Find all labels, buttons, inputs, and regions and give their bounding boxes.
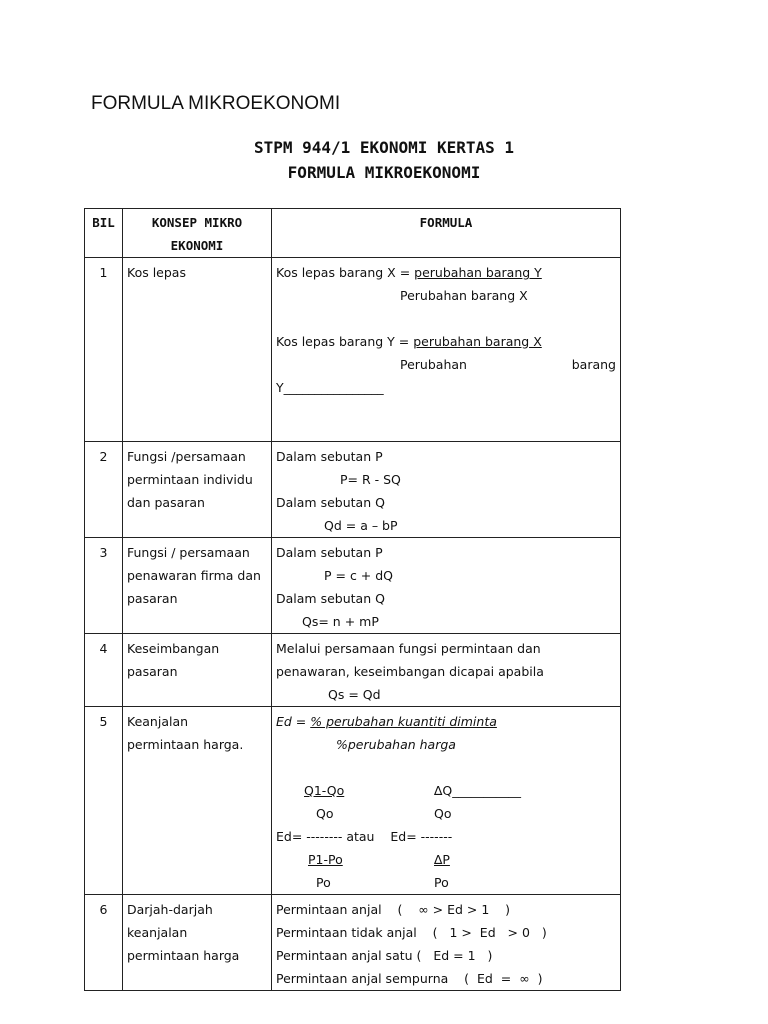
row-concept: Kos lepas: [123, 258, 272, 442]
row-number: 4: [85, 634, 123, 707]
page-header: FORMULA MIKROEKONOMI: [91, 93, 341, 114]
row-concept: Fungsi / persamaan penawaran firma dan pasaran: [123, 538, 272, 634]
row-number: 6: [85, 895, 123, 991]
table-row: [85, 634, 621, 707]
row-number: 5: [85, 707, 123, 895]
formula-table: [84, 208, 621, 991]
row-number: 3: [85, 538, 123, 634]
row-formula: Kos lepas barang X = perubahan barang Y Perubahan barang X Kos lepas barang Y = perubahan barang X Perubahan barang Y________________: [272, 258, 621, 442]
row-concept: Keanjalan permintaan harga.: [123, 707, 272, 895]
row-number: 2: [85, 442, 123, 538]
row-concept: Darjah-darjah keanjalan permintaan harga: [123, 895, 272, 991]
table-row: [85, 442, 621, 538]
row-formula: Dalam sebutan P P = c + dQ Dalam sebutan Q Qs= n + mP: [272, 538, 621, 634]
row-formula: Ed = % perubahan kuantiti diminta %perubahan harga Q1-Qo ∆Q___________ Qo Qo Ed= -------- atau Ed= ------- P1-Po ∆P Po Po: [272, 707, 621, 895]
table-row: [85, 707, 621, 895]
row-formula: Melalui persamaan fungsi permintaan dan penawaran, keseimbangan dicapai apabila Qs = Qd: [272, 634, 621, 707]
document-title: STPM 944/1 EKONOMI KERTAS 1: [253, 138, 515, 157]
table-row: [85, 258, 621, 442]
header-konsep: KONSEP MIKRO EKONOMI: [123, 209, 272, 258]
table-header-row: [85, 209, 621, 258]
row-formula: Permintaan anjal ( ∞ > Ed > 1 ) Permintaan tidak anjal ( 1 > Ed > 0 ) Permintaan anjal satu ( Ed = 1 ) Permintaan anjal sempurna ( Ed = ∞ ): [272, 895, 621, 991]
table-row: [85, 538, 621, 634]
header-formula: FORMULA: [272, 209, 621, 258]
table-row: [85, 895, 621, 991]
row-number: 1: [85, 258, 123, 442]
row-concept: Keseimbangan pasaran: [123, 634, 272, 707]
header-bil: BIL: [85, 209, 123, 258]
document-subtitle: FORMULA MIKROEKONOMI: [287, 163, 481, 182]
row-concept: Fungsi /persamaan permintaan individu dan pasaran: [123, 442, 272, 538]
row-formula: Dalam sebutan P P= R - SQ Dalam sebutan Q Qd = a – bP: [272, 442, 621, 538]
